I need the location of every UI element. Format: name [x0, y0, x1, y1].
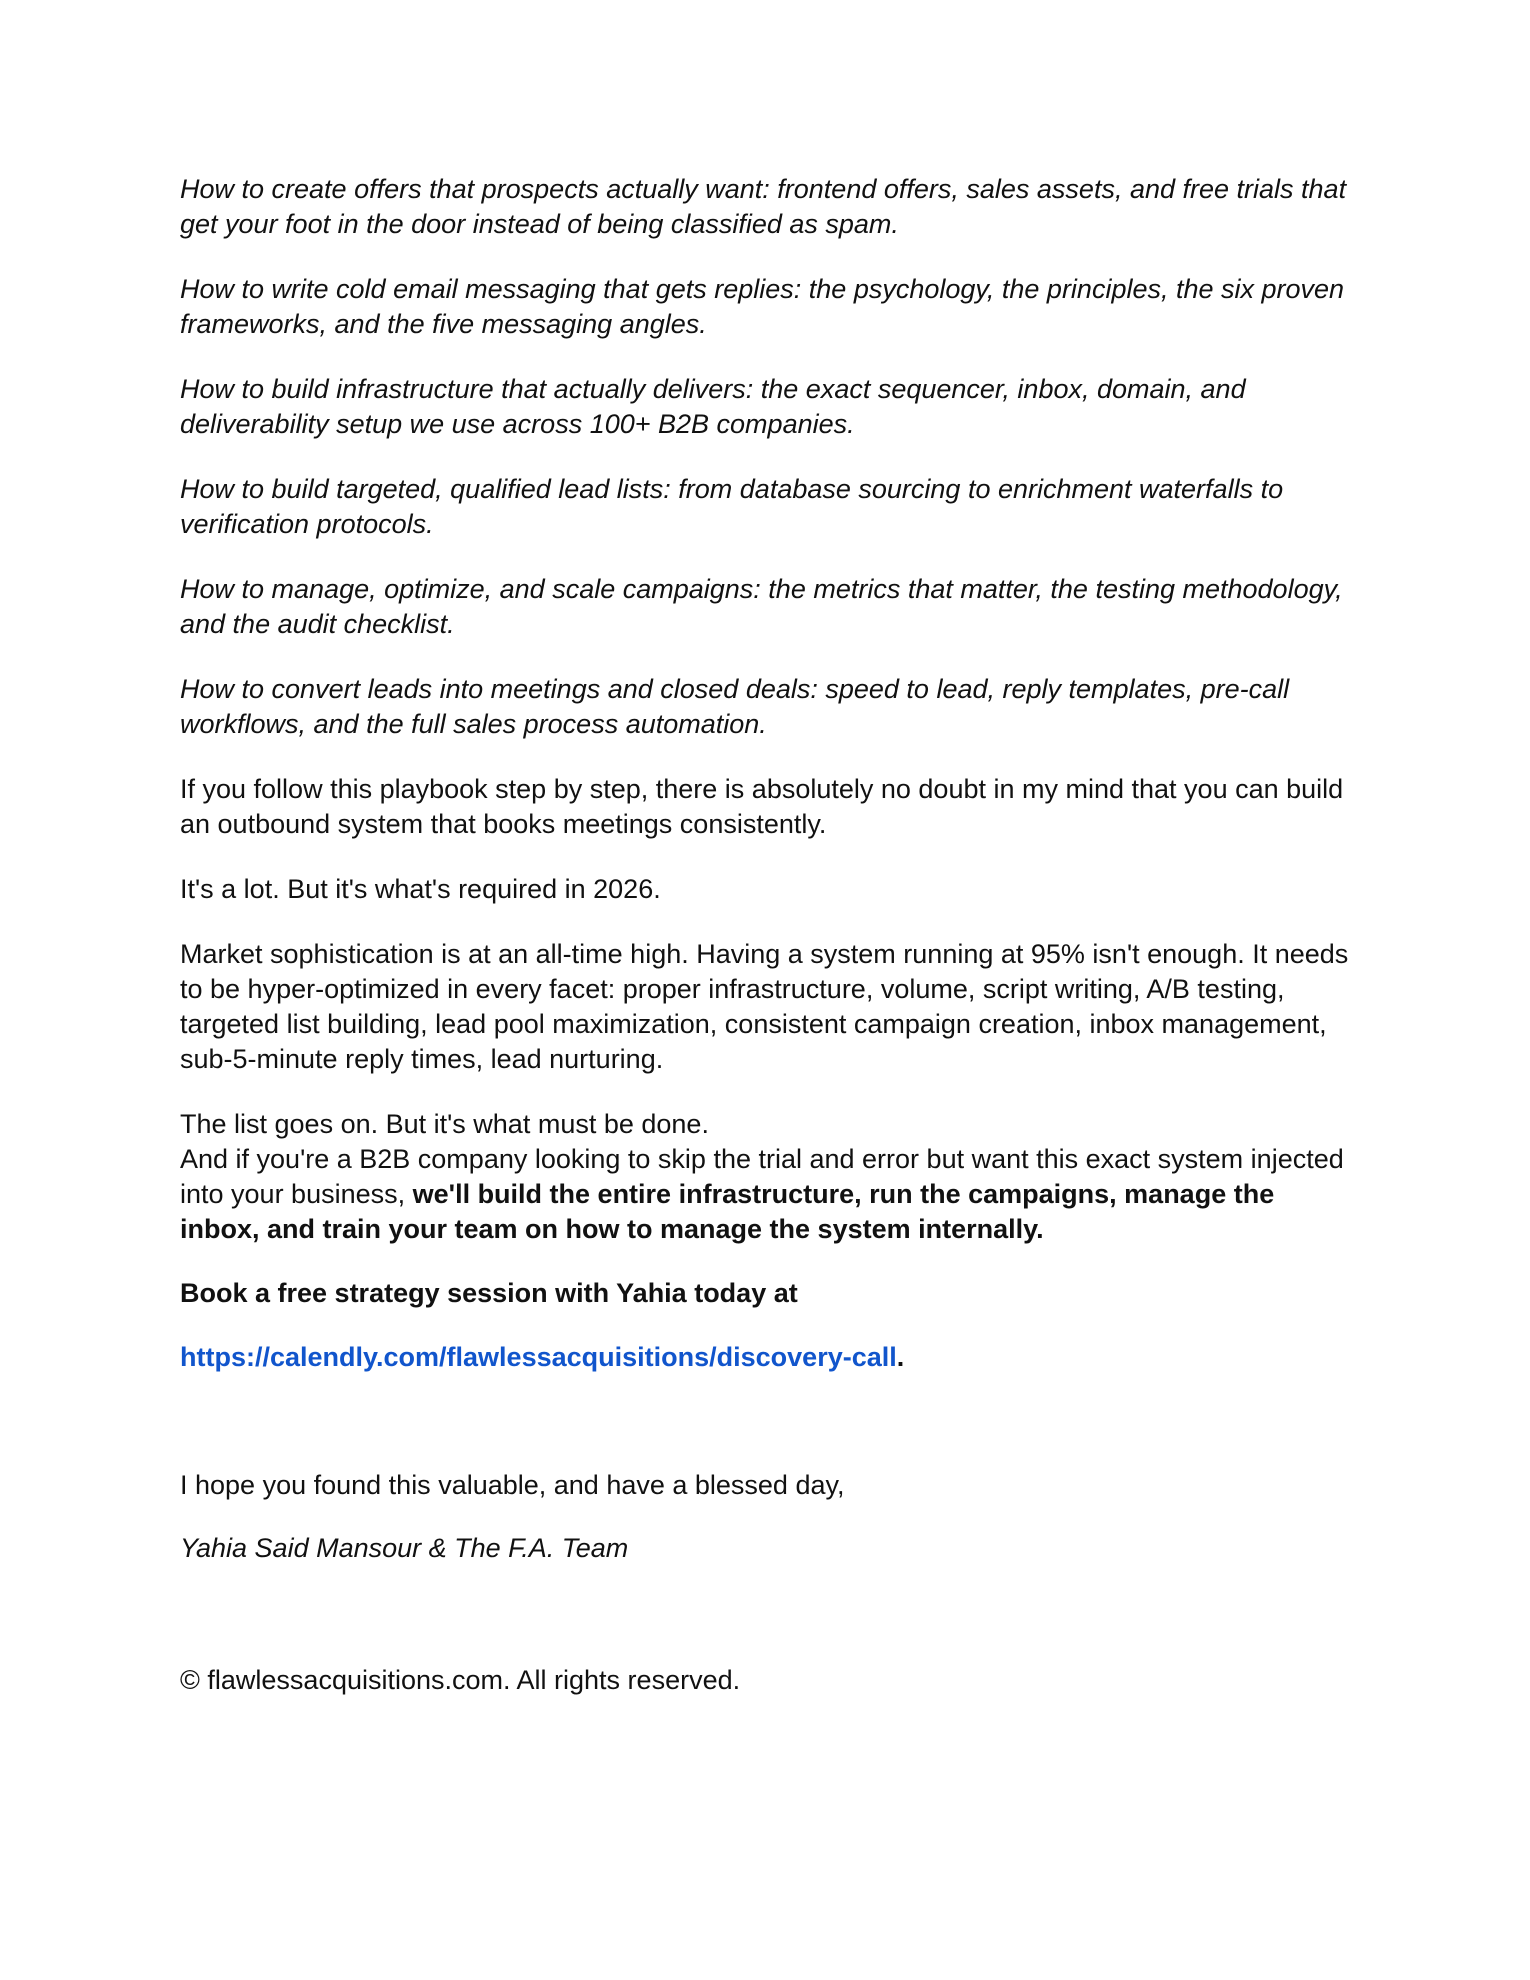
closing-line: I hope you found this valuable, and have a blessed day, [180, 1470, 845, 1500]
b2b-offer-text: And if you're a B2B company looking to skip the trial and error but want this exact system injected into your business, [180, 1144, 1344, 1209]
paragraph-b2b-offer [180, 1142, 1360, 1247]
cta-heading: Book a free strategy session with Yahia today at [180, 1278, 798, 1308]
copyright-notice: © flawlessacquisitions.com. All rights reserved. [180, 1665, 741, 1695]
bullet-messaging: How to write cold email messaging that gets replies: the psychology, the principles, the six proven frameworks, and the five messaging angles. [180, 274, 1345, 339]
bullet-campaigns: How to manage, optimize, and scale campaigns: the metrics that matter, the testing methodology, and the audit checklist. [180, 574, 1343, 639]
bullet-offers: How to create offers that prospects actually want: frontend offers, sales assets, and free trials that get your foot in the door instead of being classified as spam. [180, 174, 1347, 239]
paragraph-market-sophistication: Market sophistication is at an all-time high. Having a system running at 95% isn't enough. It needs to be hyper-optimized in every facet: proper infrastructure, volume, script writing, A/B testing, targeted list building, lead pool maximization, consistent campaign creation, inbox management, sub-5-minute reply times, lead nurturing. [180, 939, 1349, 1074]
bullet-infrastructure: How to build infrastructure that actually delivers: the exact sequencer, inbox, domain, and deliverability setup we use across 100+ B2B companies. [180, 374, 1246, 439]
paragraph-follow-playbook: If you follow this playbook step by step, there is absolutely no doubt in my mind that you can build an outbound system that books meetings consistently. [180, 774, 1344, 839]
b2b-offer-bold-text: we'll build the entire infrastructure, run the campaigns, manage the inbox, and train your team on how to manage the system internally. [180, 1179, 1275, 1244]
link-period: . [896, 1342, 905, 1372]
calendly-link[interactable]: https://calendly.com/flawlessacquisitions/discovery-call [180, 1342, 897, 1372]
signature: Yahia Said Mansour & The F.A. Team [180, 1533, 629, 1563]
bullet-convert: How to convert leads into meetings and closed deals: speed to lead, reply templates, pre-call workflows, and the full sales process automation. [180, 674, 1290, 739]
bullet-lead-lists: How to build targeted, qualified lead lists: from database sourcing to enrichment waterfalls to verification protocols. [180, 474, 1284, 539]
paragraph-list-goes-on: The list goes on. But it's what must be done. [180, 1109, 709, 1139]
document-body [180, 172, 1360, 1698]
cta-link-line [180, 1340, 1360, 1375]
paragraph-its-a-lot: It's a lot. But it's what's required in 2026. [180, 874, 661, 904]
